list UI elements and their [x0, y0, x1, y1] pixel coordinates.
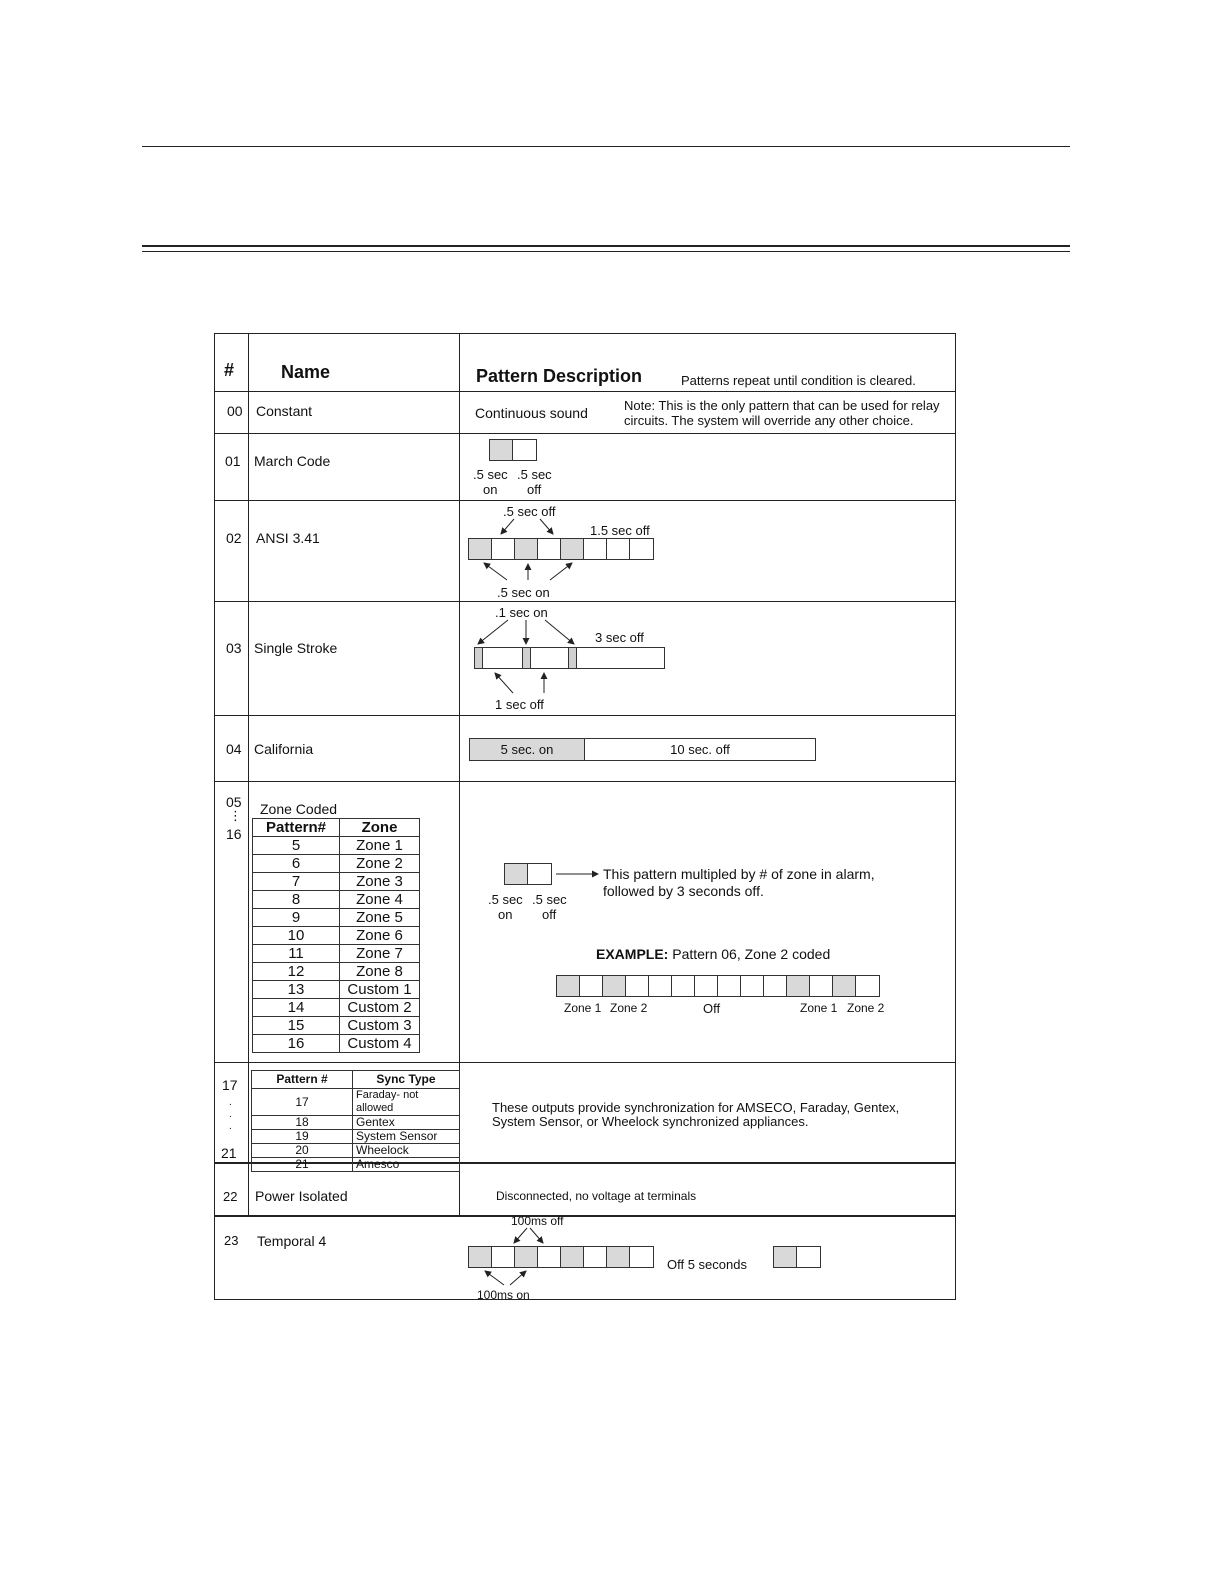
example-label: Zone 2: [610, 1001, 648, 1015]
on-segment: 5 sec. on: [470, 739, 585, 760]
zone-cell: Zone 3: [340, 873, 420, 891]
pattern-cell: 13: [253, 981, 340, 999]
pattern-name: Single Stroke: [254, 640, 338, 656]
sync-cell: Wheelock: [353, 1144, 460, 1158]
pattern-number: 17: [222, 1077, 238, 1093]
pattern-name: Temporal 4: [257, 1233, 327, 1249]
pattern-number: 03: [226, 640, 242, 656]
arrow: [510, 1271, 526, 1285]
off-long-label: 1.5 sec off: [590, 523, 650, 538]
off-segment: 10 sec. off: [670, 742, 730, 757]
example-label: Zone 1: [800, 1001, 838, 1015]
zone-cell: Zone 5: [340, 909, 420, 927]
pattern-number: 22: [223, 1189, 238, 1204]
pattern-desc: Disconnected, no voltage at terminals: [496, 1189, 697, 1203]
on-label: on: [498, 907, 513, 922]
pattern-name: Power Isolated: [255, 1188, 348, 1204]
pattern-cell: 12: [253, 963, 340, 981]
pattern-desc: Continuous sound: [475, 405, 588, 421]
arrow: [495, 673, 513, 693]
zone-cell: Custom 2: [340, 999, 420, 1017]
pattern-cell: 9: [253, 909, 340, 927]
arrow: [501, 519, 514, 534]
example-bold: EXAMPLE:: [596, 946, 669, 962]
pattern-cell: 6: [253, 855, 340, 873]
off-short-label: .5 sec off: [503, 504, 556, 519]
header-cell: Pattern#: [253, 819, 340, 837]
off-short-label: 1 sec off: [495, 697, 544, 712]
off-label: .5 sec: [517, 467, 552, 482]
pattern-number: 05: [226, 794, 242, 810]
arrow: [545, 620, 574, 644]
on-label: 100ms on: [477, 1288, 530, 1302]
sync-cell: Faraday- not allowed: [353, 1089, 460, 1116]
arrow: [485, 1271, 504, 1285]
pattern-name: Zone Coded: [260, 801, 338, 817]
zone-cell: Zone 4: [340, 891, 420, 909]
pattern-cell: 18: [252, 1116, 353, 1130]
pattern-number: 01: [225, 453, 241, 469]
arrow: [514, 1228, 527, 1243]
pattern-cell: 14: [253, 999, 340, 1017]
pattern-cell: 10: [253, 927, 340, 945]
example-label: Zone 2: [847, 1001, 885, 1015]
header-cell: Pattern #: [252, 1071, 353, 1089]
arrow: [540, 519, 553, 534]
on-label: .5 sec: [488, 892, 523, 907]
off-long-label: Off 5 seconds: [667, 1257, 747, 1272]
range-dots: . . .: [229, 1097, 232, 1132]
on-label: .1 sec on: [495, 605, 548, 620]
header-num: #: [224, 360, 235, 380]
sync-cell: Gentex: [353, 1116, 460, 1130]
on-label: .5 sec: [473, 467, 508, 482]
pattern-name: ANSI 3.41: [256, 530, 320, 546]
zone-cell: Custom 3: [340, 1017, 420, 1035]
on-label: .5 sec on: [497, 585, 550, 600]
pattern-cell: 16: [253, 1035, 340, 1053]
arrow: [484, 563, 507, 580]
pattern-name: March Code: [254, 453, 331, 469]
zone-cell: Zone 7: [340, 945, 420, 963]
relay-note: circuits. The system will override any other choice.: [624, 413, 914, 428]
sync-cell: Amesco: [353, 1158, 460, 1172]
pattern-cell: 20: [252, 1144, 353, 1158]
pattern-name: Constant: [256, 403, 313, 419]
pattern-cell: 11: [253, 945, 340, 963]
on-label: on: [483, 482, 498, 497]
header-cell: Zone: [340, 819, 420, 837]
off-label: off: [527, 482, 542, 497]
pattern-number: 00: [227, 403, 243, 419]
pattern-name: California: [254, 741, 314, 757]
pattern-cell: 21: [252, 1158, 353, 1172]
pattern-number: 04: [226, 741, 242, 757]
pattern-cell: 15: [253, 1017, 340, 1035]
sync-desc: System Sensor, or Wheelock synchronized appliances.: [492, 1114, 809, 1129]
zone-desc: This pattern multipled by # of zone in alarm,: [603, 866, 875, 882]
pattern-number: 16: [226, 826, 242, 842]
off-long-label: 3 sec off: [595, 630, 644, 645]
zone-desc: followed by 3 seconds off.: [603, 883, 764, 899]
zone-cell: Zone 2: [340, 855, 420, 873]
pattern-number: 21: [221, 1145, 237, 1161]
header-cell: Sync Type: [353, 1071, 460, 1089]
zone-cell: Zone 1: [340, 837, 420, 855]
example-label: Off: [703, 1001, 721, 1016]
pattern-number: 02: [226, 530, 242, 546]
relay-note: Note: This is the only pattern that can be used for relay: [624, 398, 940, 413]
pattern-cell: 5: [253, 837, 340, 855]
sync-cell: System Sensor: [353, 1130, 460, 1144]
off-label: off: [542, 907, 557, 922]
pattern-cell: 19: [252, 1130, 353, 1144]
zone-cell: Zone 8: [340, 963, 420, 981]
arrow: [530, 1228, 543, 1243]
arrow: [550, 563, 572, 580]
header-desc: Pattern Description: [476, 366, 643, 386]
pattern-cell: 17: [252, 1089, 353, 1116]
sync-desc: These outputs provide synchronization for AMSECO, Faraday, Gentex,: [492, 1100, 900, 1115]
example-text: Pattern 06, Zone 2 coded: [668, 946, 831, 962]
pattern-cell: 8: [253, 891, 340, 909]
pattern-cell: 7: [253, 873, 340, 891]
off-label: 100ms off: [511, 1214, 564, 1228]
pattern-number: 23: [224, 1233, 239, 1248]
header-repeat-note: Patterns repeat until condition is cleared.: [681, 373, 916, 388]
arrow: [478, 620, 508, 644]
header-name: Name: [281, 362, 331, 382]
example-label: Zone 1: [564, 1001, 602, 1015]
off-label: .5 sec: [532, 892, 567, 907]
range-dots: ⋮: [229, 808, 242, 823]
zone-cell: Zone 6: [340, 927, 420, 945]
zone-cell: Custom 4: [340, 1035, 420, 1053]
zone-cell: Custom 1: [340, 981, 420, 999]
